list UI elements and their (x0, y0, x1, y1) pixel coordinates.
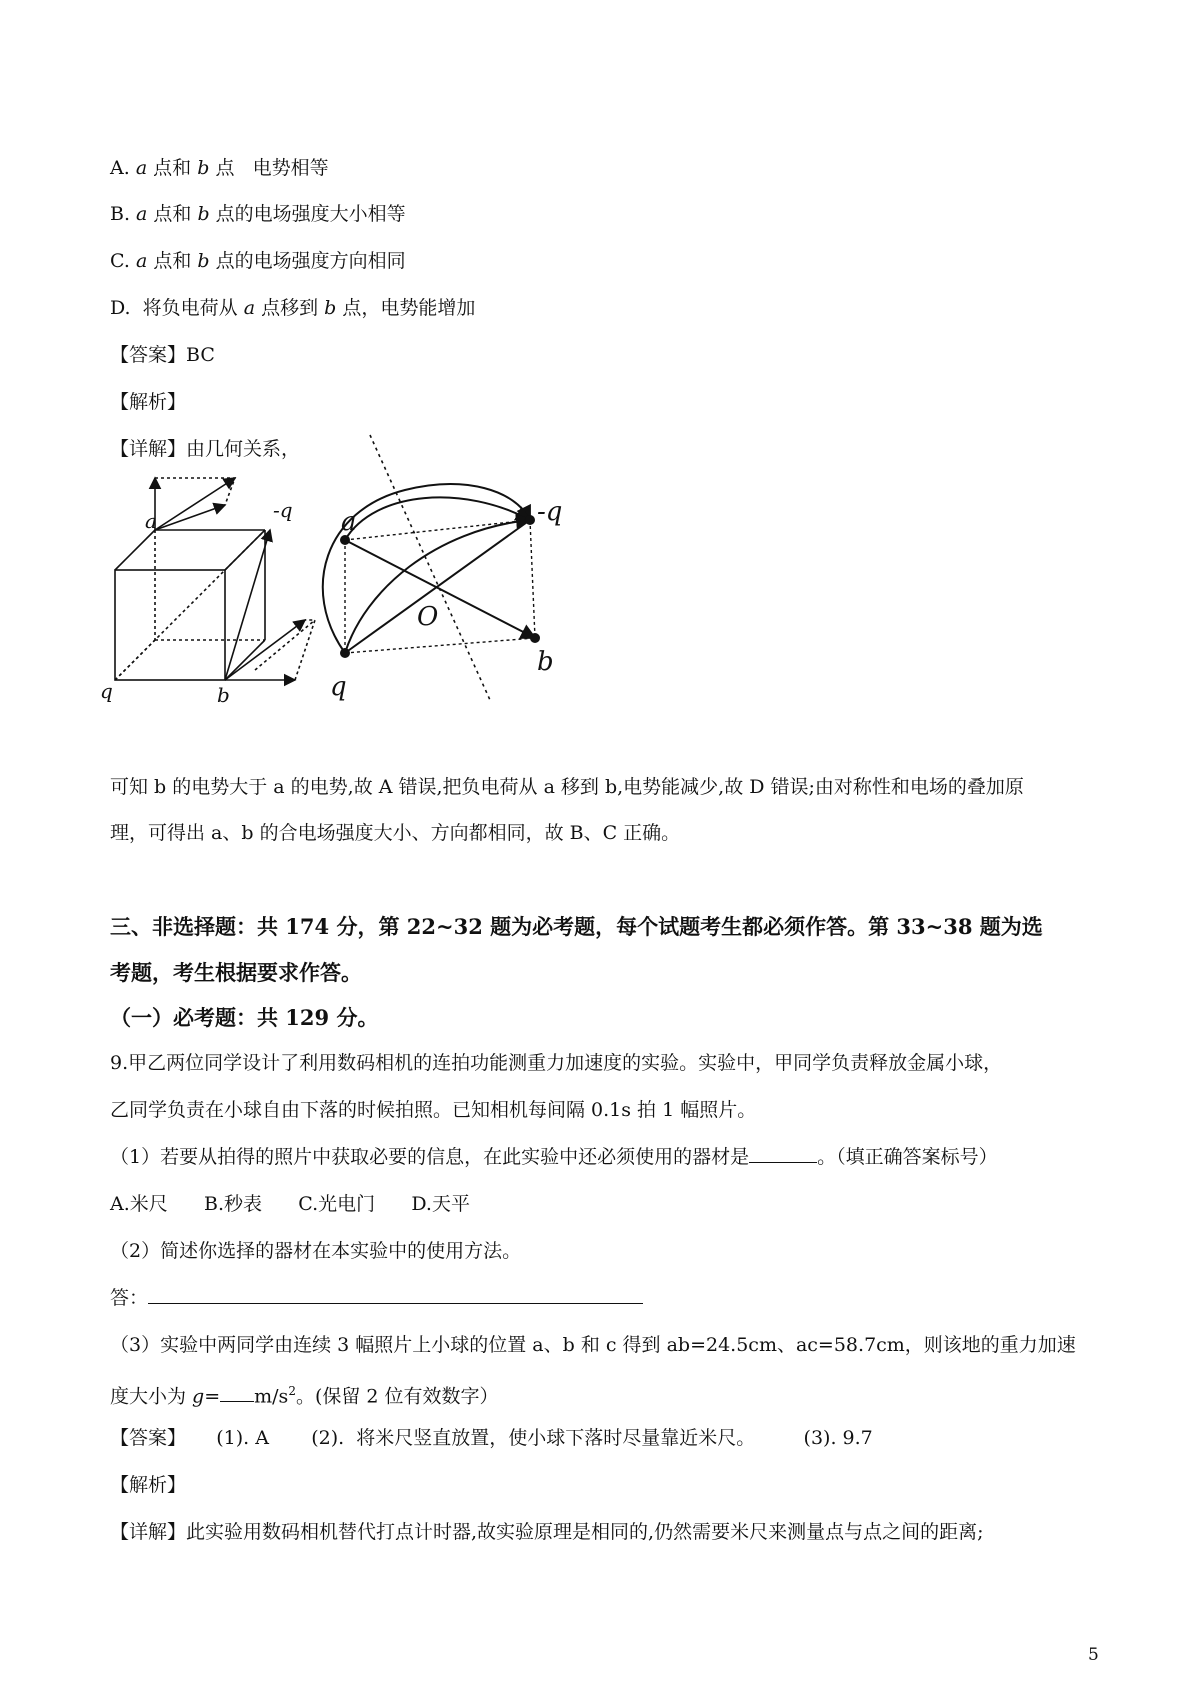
unit: m/s (254, 1385, 289, 1408)
option-a-prefix: A. (110, 157, 136, 179)
point-b (530, 633, 540, 643)
unit-exponent: 2 (288, 1384, 296, 1398)
q9-part3-blank[interactable] (220, 1383, 254, 1402)
q8-explain-line1: 可知 b 的电势大于 a 的电势,故 A 错误,把负电荷从 a 移到 b,电势能减少,故 D 错误;由对称性和电场的叠加原 (110, 776, 1024, 798)
q9-part1-text: （1）若要从拍得的照片中获取必要的信息，在此实验中还必须使用的器材是 (110, 1146, 750, 1168)
q9-part2: （2）简述你选择的器材在本实验中的使用方法。 (110, 1240, 522, 1262)
option-b-mid: 点和 (147, 203, 198, 225)
cube-label-negq: -q (273, 498, 293, 522)
q8-detail: 【详解】由几何关系， (110, 438, 301, 460)
q9-analysis: 【解析】 (110, 1474, 187, 1496)
option-c-tail: 点的电场强度方向相同 (209, 250, 406, 272)
q9-detail: 【详解】此实验用数码相机替代打点计时器,故实验原理是相同的,仍然需要米尺来测量点与点之间的距离; (110, 1521, 984, 1543)
equals: = (204, 1385, 221, 1408)
arc-label-negq: -q (537, 497, 563, 527)
option-a-mid: 点和 (147, 157, 198, 179)
cube-label-b: b (217, 683, 230, 707)
q9-part2-blank[interactable] (148, 1285, 643, 1304)
q9-answer: 【答案】 (1). A (2). 将米尺竖直放置，使小球下落时尽量靠近米尺。 (3). 9.7 (110, 1427, 873, 1449)
option-d-tail: 点，电势能增加 (336, 297, 476, 319)
q8-analysis: 【解析】 (110, 391, 187, 413)
var-b: b (197, 250, 210, 272)
q8-answer: 【答案】BC (110, 344, 215, 366)
option-b-tail: 点的电场强度大小相等 (209, 203, 406, 225)
answer-label: 答： (110, 1287, 149, 1309)
option-c-prefix: C. (110, 250, 136, 272)
section3-subheading: （一）必考题：共 129 分。 (110, 1005, 379, 1030)
q9-part1 (110, 1144, 998, 1170)
option-a-tail: 点 电势相等 (209, 157, 329, 179)
var-g: g (192, 1385, 205, 1408)
q9-choices: A.米尺 B.秒表 C.光电门 D.天平 (110, 1193, 470, 1215)
option-c (110, 248, 406, 274)
var-a: a (243, 297, 256, 319)
q9-part3-line1: （3）实验中两同学由连续 3 幅照片上小球的位置 a、b 和 c 得到 ab=24.5cm、ac=58.7cm，则该地的重力加速 (110, 1334, 1076, 1356)
arc-label-o: O (417, 602, 439, 632)
q8-explain-line2: 理，可得出 a、b 的合电场强度大小、方向都相同，故 B、C 正确。 (110, 822, 681, 844)
option-d-prefix: D. 将负电荷从 (110, 297, 244, 319)
section3-line1: 三、非选择题：共 174 分，第 22~32 题为必考题，每个试题考生都必须作答。第 33~38 题为选 (110, 914, 1043, 939)
arc-diagram (323, 435, 535, 700)
q9-stem-line2: 乙同学负责在小球自由下落的时候拍照。已知相机每间隔 0.1s 拍 1 幅照片。 (110, 1099, 757, 1121)
geometry-figure (100, 470, 705, 770)
option-c-mid: 点和 (147, 250, 198, 272)
var-a: a (135, 157, 148, 179)
section3-line2: 考题，考生根据要求作答。 (110, 960, 362, 985)
var-b: b (197, 203, 210, 225)
var-b: b (197, 157, 210, 179)
q9-part3-text: 度大小为 (110, 1385, 193, 1408)
arc-label-b: b (537, 647, 554, 677)
q9-part1-tail: 。（填正确答案标号） (817, 1146, 998, 1168)
q9-part3-line2 (110, 1378, 499, 1409)
option-b (110, 201, 406, 227)
page-number: 5 (1088, 1645, 1099, 1665)
cube-label-a: a (145, 509, 157, 533)
var-a: a (135, 250, 148, 272)
point-negq (525, 515, 535, 525)
var-a: a (136, 203, 148, 225)
q9-part2-answer (110, 1285, 643, 1311)
arc-label-q: q (330, 672, 347, 702)
option-b-prefix: B. (110, 203, 137, 225)
option-d-mid: 点移到 (255, 297, 325, 319)
point-q (340, 648, 350, 658)
cube-label-q: q (100, 679, 113, 703)
q9-part1-blank[interactable] (749, 1144, 817, 1163)
arc-label-a: a (341, 507, 357, 537)
q9-part3-tail: 。(保留 2 位有效数字） (295, 1385, 499, 1408)
var-b: b (324, 297, 337, 319)
option-d (110, 295, 475, 321)
option-a (110, 155, 329, 181)
q9-stem-line1: 9.甲乙两位同学设计了利用数码相机的连拍功能测重力加速度的实验。实验中，甲同学负责释放金属小球， (110, 1052, 1003, 1074)
